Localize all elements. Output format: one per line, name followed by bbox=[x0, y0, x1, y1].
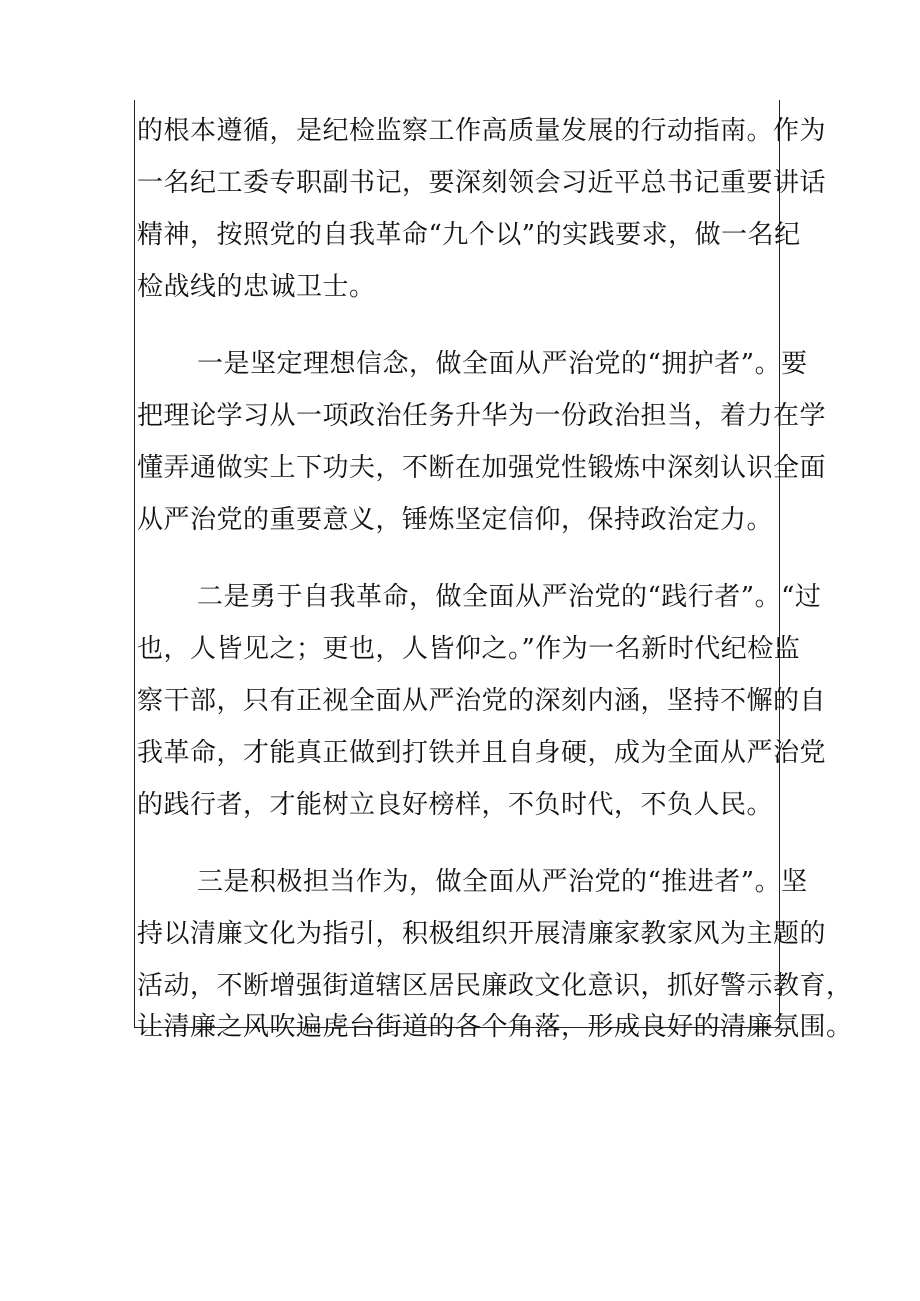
point2-line-3: 察干部，只有正视全面从严治党的深刻内涵，坚持不懈的自 bbox=[137, 686, 827, 716]
point1-line-4: 从严治党的重要意义，锤炼坚定信仰，保持政治定力。 bbox=[137, 505, 774, 535]
point3-line-3: 活动，不断增强街道辖区居民廉政文化意识，抓好警示教育， bbox=[137, 971, 853, 1001]
intro-line-3: 精神，按照党的自我革命“九个以”的实践要求，做一名纪 bbox=[137, 220, 801, 250]
intro-line-1: 的根本遵循，是纪检监察工作高质量发展的行动指南。作为 bbox=[137, 116, 827, 146]
point2-line-2: 也，人皆见之；更也，人皆仰之。”作为一名新时代纪检监 bbox=[137, 634, 801, 664]
intro-line-2: 一名纪工委专职副书记，要深刻领会习近平总书记重要讲话 bbox=[137, 168, 827, 198]
point3-line-2: 持以清廉文化为指引，积极组织开展清廉家教家风为主题的 bbox=[137, 919, 827, 949]
point3-line-4: 让清廉之风吹遍虎台街道的各个角落，形成良好的清廉氛围。 bbox=[137, 1012, 853, 1042]
point2-line-5: 的践行者，才能树立良好榜样，不负时代，不负人民。 bbox=[137, 790, 774, 820]
point1-line-1: 一是坚定理想信念，做全面从严治党的“拥护者”。要 bbox=[197, 349, 808, 379]
intro-line-4: 检战线的忠诚卫士。 bbox=[137, 272, 376, 302]
point2-line-4: 我革命，才能真正做到打铁并且自身硬，成为全面从严治党 bbox=[137, 738, 827, 768]
point1-line-3: 懂弄通做实上下功夫，不断在加强党性锻炼中深刻认识全面 bbox=[137, 453, 827, 483]
point3-line-1: 三是积极担当作为，做全面从严治党的“推进者”。坚 bbox=[197, 867, 808, 897]
point1-line-2: 把理论学习从一项政治任务升华为一份政治担当，着力在学 bbox=[137, 401, 827, 431]
point2-line-1: 二是勇于自我革命，做全面从严治党的“践行者”。“过 bbox=[197, 582, 822, 612]
